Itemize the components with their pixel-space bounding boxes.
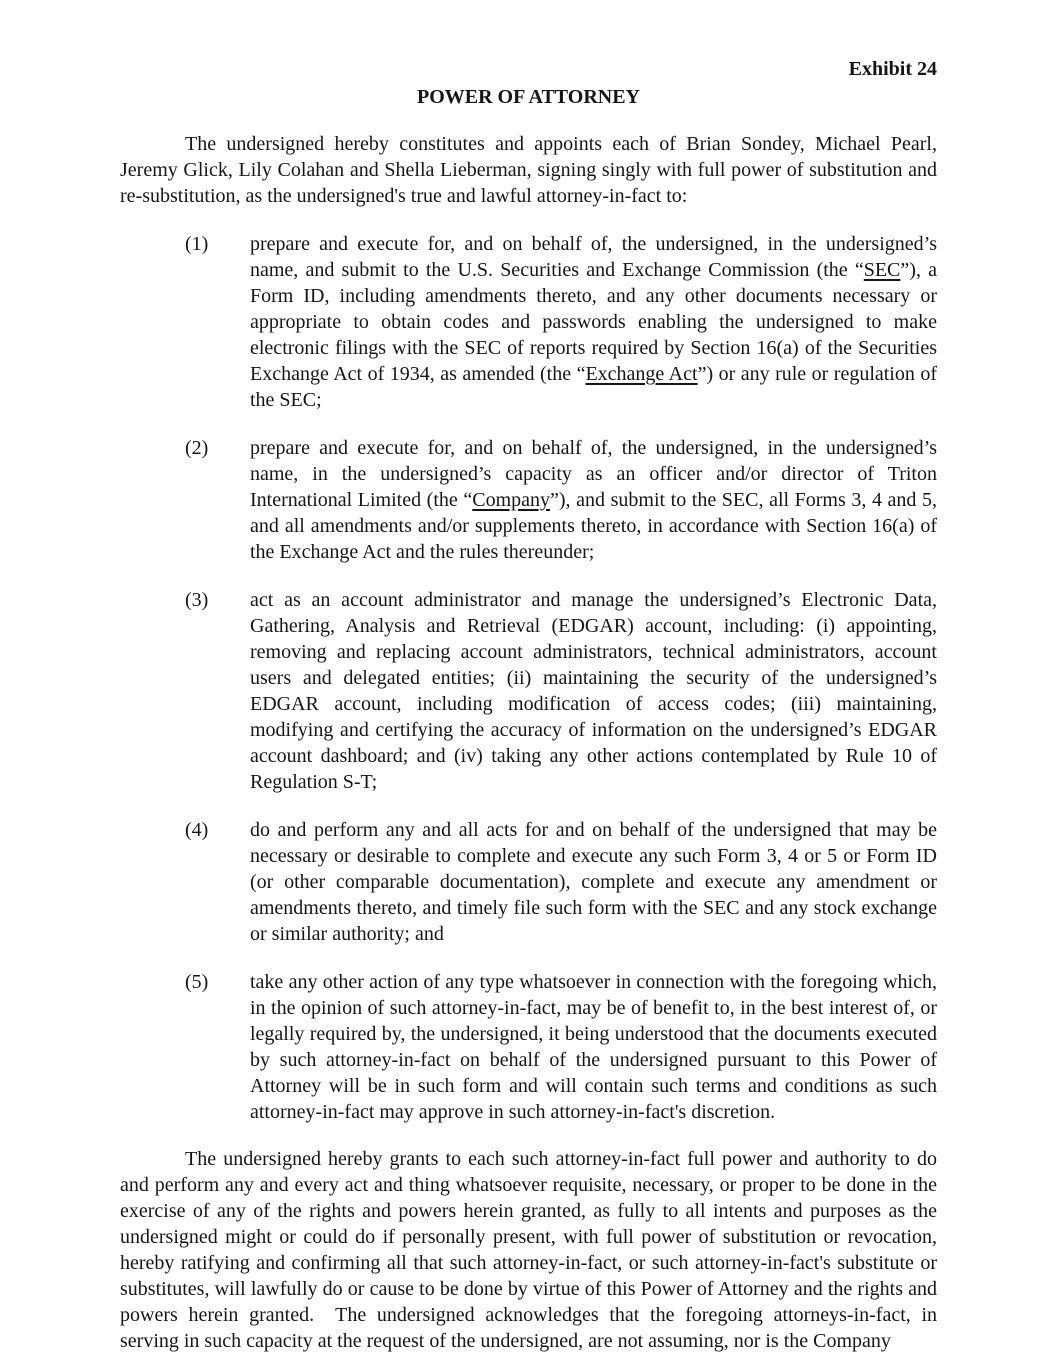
poa-clause-text: do and perform any and all acts for and on behalf of the undersigned that may be necessary or desirable to complete and execute any such Form 3, 4 or 5 or Form ID (or other comparable documentation), complete and execute any amendment or amendments thereto, and timely file such form with the SEC and any stock exchange or similar authority; and xyxy=(250,819,937,945)
poa-clause-text: take any other action of any type whatsoever in connection with the foregoing which, in the opinion of such attorney-in-fact, may be of benefit to, in the best interest of, or legally required by, the undersigned, it being understood that the documents executed by such attorney-in-fact on behalf of the undersigned pursuant to this Power of Attorney will be in such form and will contain such terms and conditions as such attorney-in-fact may approve in such attorney-in-fact's discretion. xyxy=(250,971,937,1123)
poa-clause-number: (2) xyxy=(185,437,209,459)
defined-term: SEC xyxy=(863,259,901,281)
poa-clause xyxy=(120,817,937,947)
poa-clause-text: prepare and execute for, and on behalf of, the undersigned, in the undersigned’s name, and submit to the U.S. Securities and Exchange Commission (the “SEC”), a Form ID, including amendments thereto, and any other documents necessary or appropriate to obtain codes and passwords enabling the undersigned to make electronic filings with the SEC of reports required by Section 16(a) of the Securities Exchange Act of 1934, as amended (the “Exchange Act”) or any rule or regulation of the SEC; xyxy=(250,233,938,411)
document-title: POWER OF ATTORNEY xyxy=(417,86,640,108)
poa-clauses-list xyxy=(120,231,937,1125)
poa-clause-text: act as an account administrator and manage the undersigned’s Electronic Data, Gathering, Analysis and Retrieval (EDGAR) account, including: (i) appointing, removing and replacing account administrators, technical administrators, account users and delegated entities; (ii) maintaining the security of the undersigned’s EDGAR account, including modification of access codes; (iii) maintaining, modifying and certifying the accuracy of information on the undersigned’s EDGAR account dashboard; and (iv) taking any other actions contemplated by Rule 10 of Regulation S-T; xyxy=(250,589,937,793)
poa-clause-number: (4) xyxy=(185,819,209,841)
poa-clause xyxy=(120,435,937,565)
intro-paragraph: The undersigned hereby constitutes and appoints each of Brian Sondey, Michael Pearl, Jeremy Glick, Lily Colahan and Shella Lieberman, signing singly with full power of substitution and re-substitution, as the undersigned's true and lawful attorney-in-fact to: xyxy=(120,133,937,207)
poa-clause xyxy=(120,969,937,1125)
poa-clause-number: (1) xyxy=(185,233,209,255)
poa-clause-text: prepare and execute for, and on behalf of, the undersigned, in the undersigned’s name, in the undersigned’s capacity as an officer and/or director of Triton International Limited (the “Company”), and submit to the SEC, all Forms 3, 4 and 5, and all amendments and/or supplements thereto, in accordance with Section 16(a) of the Exchange Act and the rules thereunder; xyxy=(250,437,938,563)
defined-term: Exchange Act xyxy=(585,363,698,385)
poa-clause xyxy=(120,231,937,413)
defined-term: Company xyxy=(472,489,551,511)
poa-clause-number: (5) xyxy=(185,971,209,993)
poa-clause-number: (3) xyxy=(185,589,209,611)
exhibit-label: Exhibit 24 xyxy=(848,58,937,80)
closing-paragraph: The undersigned hereby grants to each such attorney-in-fact full power and authority to do and perform any and every act and thing whatsoever requisite, necessary, or proper to be done in the exercise of any of the rights and powers herein granted, as fully to all intents and purposes as the undersigned might or could do if personally present, with full power of substitution or revocation, hereby ratifying and confirming all that such attorney-in-fact, or such attorney-in-fact's substitute or substitutes, will lawfully do or cause to be done by virtue of this Power of Attorney and the rights and powers herein granted. The undersigned acknowledges that the foregoing attorneys-in-fact, in serving in such capacity at the request of the undersigned, are not assuming, nor is the Company xyxy=(120,1148,937,1352)
poa-clause xyxy=(120,587,937,795)
